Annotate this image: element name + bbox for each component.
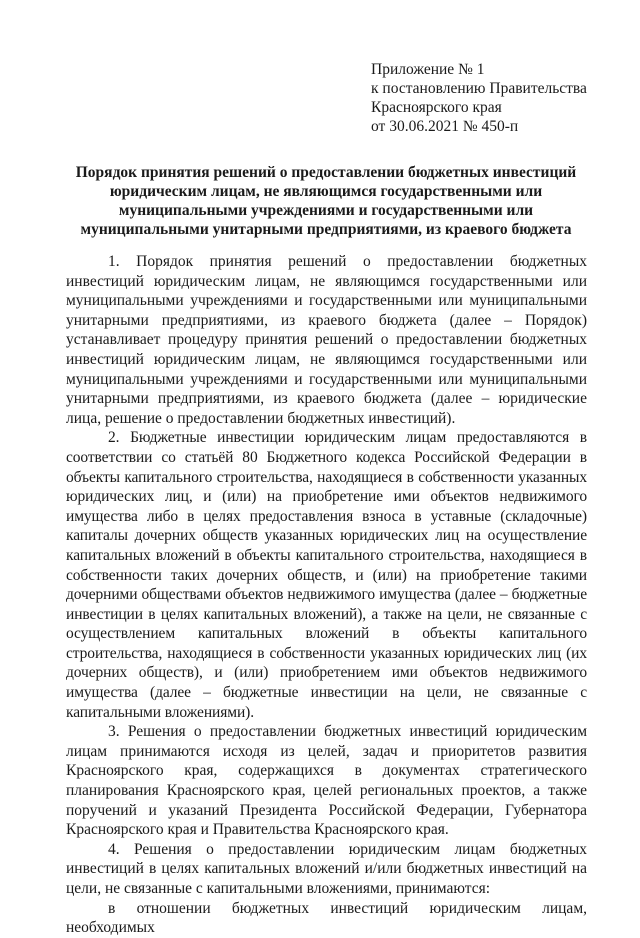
appendix-number: Приложение № 1 [371,61,485,78]
paragraph-4: 4. Решения о предоставлении юридическим лицам бюджетных инвестиций в целях капитальных вложений и/или бюджетных инвестиций на цели, не связанные с капитальными вложениями, принимаются: [66,840,587,897]
paragraph-2: 2. Бюджетные инвестиции юридическим лицам предоставляются в соответствии со статьёй 80 Бюджетного кодекса Российской Федерации в объекты капитального строительства, находящиеся в собственности указанных юридических лиц, и (или) на приобретение ими объектов недвижимого имущества либо в целях предоставления взноса в уставные (складочные) капиталы дочерних обществ указанных юридических лиц на осуществление капитальных вложений в объекты капитального строительства, находящиеся в собственности таких дочерних обществ, и (или) на приобретение такими дочерними обществами объектов недвижимого имущества (далее – бюджетные инвестиции в целях капитальных вложений), а также на цели, не связанные с осуществлением капитальных вложений в объекты капитального строительства, находящиеся в собственности указанных юридических лиц (их дочерних обществ), и (или) приобретением ими объектов недвижимого имущества (далее – бюджетные инвестиции на цели, не связанные с капитальными вложениями). [66,429,587,721]
appendix-header [371,60,587,136]
paragraph-3: 3. Решения о предоставлении бюджетных инвестиций юридическим лицам принимаются исходя из целей, задач и приоритетов развития Красноярского края, содержащихся в документах стратегического планирования Красноярского края, целей региональных проектов, а также поручений и указаний Президента Российской Федерации, Губернатора Красноярского края и Правительства Красноярского края. [66,723,587,839]
appendix-region: Красноярского края [371,99,502,116]
paragraph-4-item: в отношении бюджетных инвестиций юридическим лицам, необходимых [66,899,587,937]
title-line: муниципальными учреждениями и государственными или [118,202,534,219]
title-line: муниципальными унитарными предприятиями, из краевого бюджета [80,221,572,238]
document-body [66,252,587,938]
document-title [66,163,586,239]
paragraph-1: 1. Порядок принятия решений о предоставлении бюджетных инвестиций юридическим лицам, не являющимся государственными или муниципальными учреждениями и государственными или муниципальными унитарными предприятиями, из краевого бюджета (далее – Порядок) устанавливает процедуру принятия решений о предоставлении бюджетных инвестиций юридическим лицам, не являющимся государственными или муниципальными учреждениями и государственными или муниципальными унитарными предприятиями, из краевого бюджета (далее – юридические лица, решение о предоставлении бюджетных инвестиций). [66,253,587,427]
title-line: Порядок принятия решений о предоставлении бюджетных инвестиций [75,164,577,181]
appendix-date-number: от 30.06.2021 № 450-п [371,118,519,135]
title-line: юридическим лицам, не являющимся государственными или [109,183,543,200]
appendix-resolution-ref: к постановлению Правительства [371,80,587,97]
